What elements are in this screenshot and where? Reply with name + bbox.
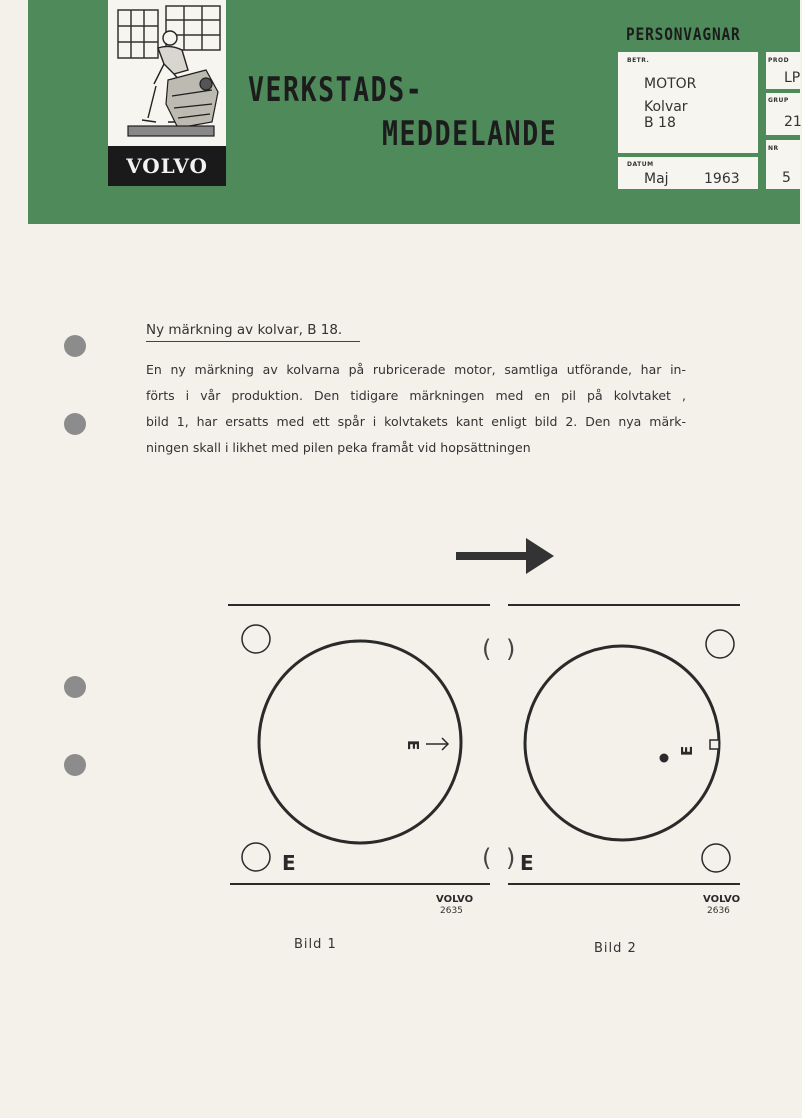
nr-label: NR [768,145,779,152]
betr-box [618,52,758,153]
volvo-logo [108,146,226,186]
category-label: PERSONVAGNAR [626,25,741,45]
title-line-2: MEDDELANDE [382,114,558,154]
bolt-hole [242,843,270,871]
piston-crown-outline [525,646,719,840]
fig1-brand: VOLVO [436,894,474,905]
bolt-hole [706,630,734,658]
fig1-number: 2635 [440,906,463,916]
nr-box [766,140,800,189]
e-mark: E [520,851,534,875]
front-direction-arrow-icon [456,538,554,574]
punch-hole [64,413,86,435]
body-line-2: förts i vår produktion. Den tidigare märkningen med en pil på kolvtaket , [146,388,686,403]
title-line-1: VERKSTADS- [248,70,424,110]
bulletin-body [146,357,686,461]
datum-year: 1963 [704,171,740,187]
center-mark-left: ( [482,635,492,663]
body-line-1: En ny märkning av kolvarna på rubricerade motor, samtliga utförande, har in- [146,362,686,377]
datum-box [618,157,758,189]
piston-figure-1 [242,625,473,916]
heading-underline [146,341,360,342]
datum-month: Maj [644,171,669,187]
betr-line-3: B 18 [644,115,676,131]
punch-hole [64,754,86,776]
piston-figure-2 [520,630,740,916]
e-mark: E [282,851,296,875]
bulletin-heading: Ny märkning av kolvar, B 18. [146,322,343,338]
figure-1-caption: Bild 1 [294,937,337,952]
center-mark-left: ( [482,844,492,872]
betr-line-2: Kolvar [644,99,688,115]
center-dot [660,754,669,763]
fig2-brand: VOLVO [703,894,741,905]
body-line-3: bild 1, har ersatts med ett spår i kolvtakets kant enligt bild 2. Den nya märk- [146,414,686,429]
prod-value: LP [784,70,801,86]
center-mark-right: ) [506,844,516,872]
arrow-mark-icon [426,738,448,750]
bolt-hole [242,625,270,653]
punch-hole [64,335,86,357]
grupp-label: GRUP [768,97,789,104]
brand-text: VOLVO [126,154,208,178]
punch-hole [64,676,86,698]
betr-label: BETR. [627,57,650,64]
piston-diagram [220,530,760,930]
nr-value: 5 [782,170,791,186]
prod-label: PROD [768,57,790,64]
notch-mark-icon [710,740,719,749]
fig2-number: 2636 [707,906,730,916]
betr-line-1: MOTOR [644,76,697,92]
prod-box [766,52,800,89]
cylinder-mark: E [404,740,422,751]
grupp-box [766,93,800,135]
body-line-4: ningen skall i likhet med pilen peka framåt vid hopsättningen [146,440,531,455]
mechanic-illustration [108,0,226,146]
datum-label: DATUM [627,161,654,168]
grupp-value: 21 [784,114,802,130]
bolt-hole [702,844,730,872]
figure-2-caption: Bild 2 [594,941,637,956]
cylinder-mark: E [678,745,696,756]
center-mark-right: ) [506,635,516,663]
piston-crown-outline [259,641,461,843]
